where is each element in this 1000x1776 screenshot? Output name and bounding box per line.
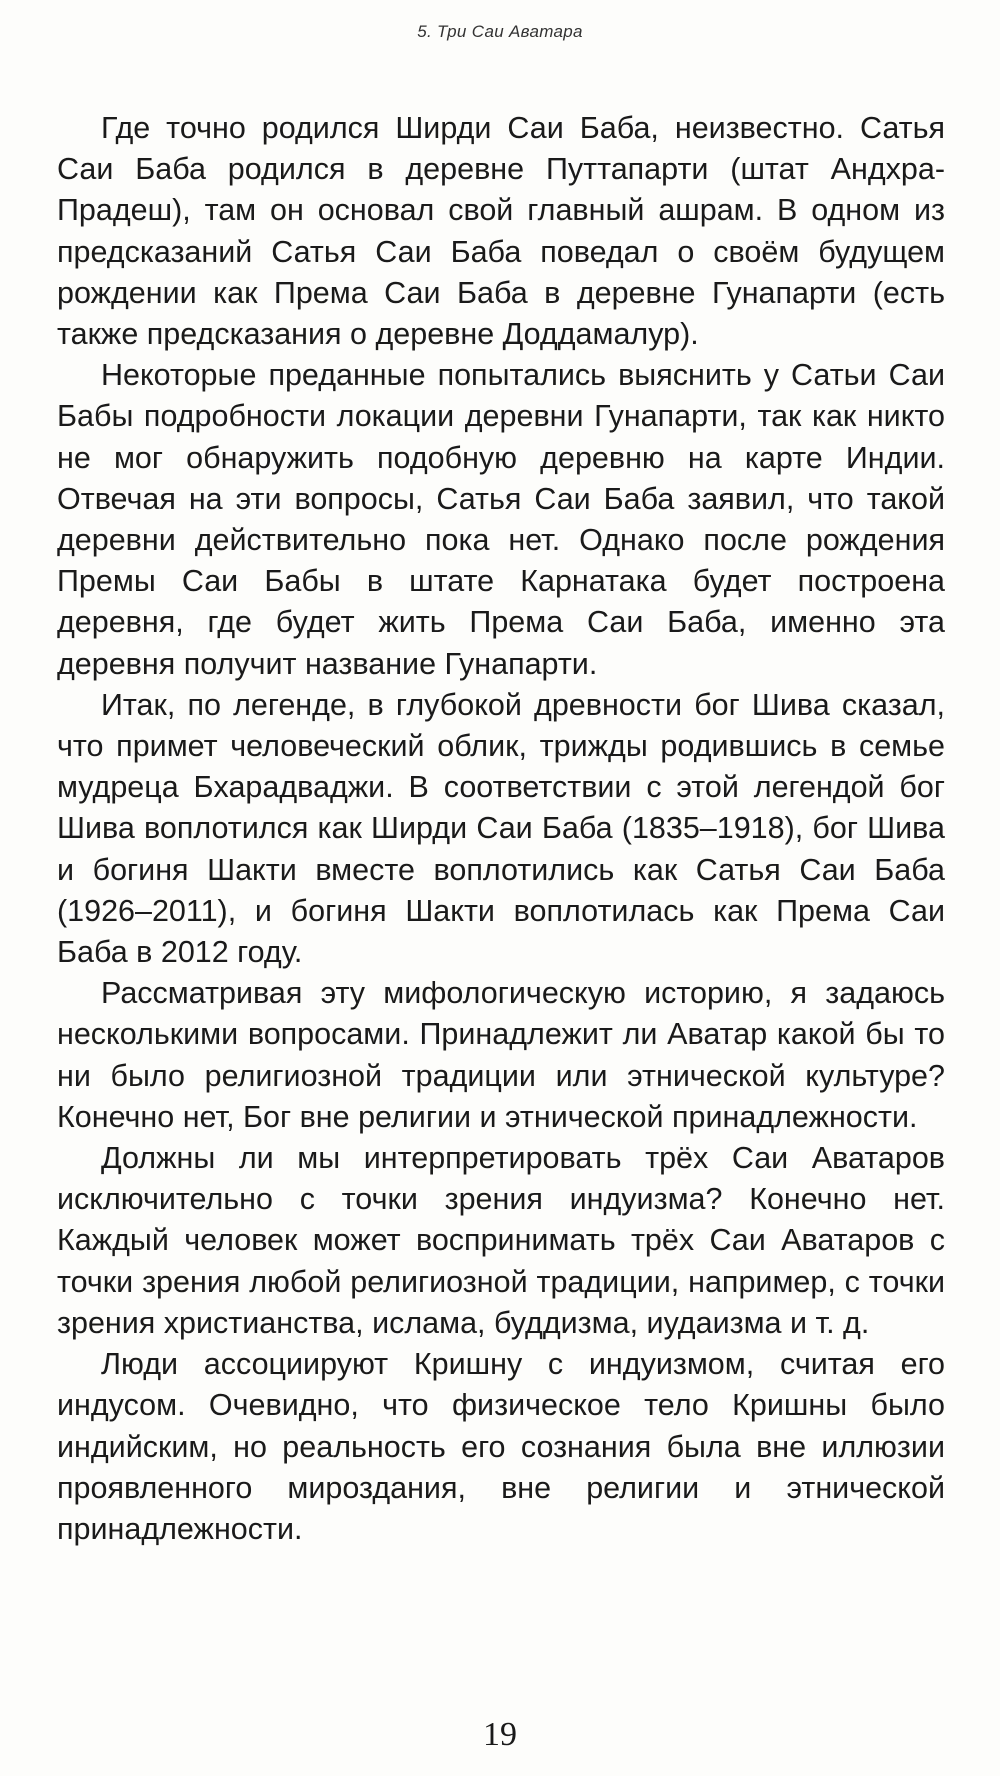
paragraph: Где точно родился Ширди Саи Баба, неизвестно. Сатья Саи Баба родился в деревне Путтапарти (штат Андхра-Прадеш), там он основал свой главный ашрам. В одном из предсказаний Сатья Саи Баба поведал о своём будущем рождении как Према Саи Баба в деревне Гунапарти (есть также предсказания о деревне Доддамалур). — [57, 111, 945, 352]
paragraph: Итак, по легенде, в глубокой древности бог Шива сказал, что примет человеческий облик, трижды родившись в семье мудреца Бхарадваджи. В соответствии с этой легендой бог Шива воплотился как Ширди Саи Баба (1835–1918), бог Шива и богиня Шакти вместе воплотились как Сатья Саи Баба (1926–2011), и богиня Шакти воплотилась как Према Саи Баба в 2012 году. — [57, 687, 945, 970]
body-text — [57, 108, 945, 1550]
page-number: 19 — [483, 1716, 517, 1753]
paragraph: Некоторые преданные попытались выяснить у Сатьи Саи Бабы подробности локации деревни Гунапарти, так как никто не мог обнаружить подобную деревню на карте Индии. Отвечая на эти вопросы, Сатья Саи Баба заявил, что такой деревни действительно пока нет. Однако после рождения Премы Саи Бабы в штате Карнатака будет построена деревня, где будет жить Према Саи Баба, именно эта деревня получит название Гунапарти. — [57, 358, 945, 681]
paragraph: Люди ассоциируют Кришну с индуизмом, считая его индусом. Очевидно, что физическое тело Кришны было индийским, но реальность его сознания была вне иллюзии проявленного мироздания, вне религии и этнической принадлежности. — [57, 1347, 945, 1546]
paragraph: Должны ли мы интерпретировать трёх Саи Аватаров исключительно с точки зрения индуизма? Конечно нет. Каждый человек может воспринимать трёх Саи Аватаров с точки зрения любой религиозной традиции, например, с точки зрения христианства, ислама, буддизма, иудаизма и т. д. — [57, 1141, 945, 1340]
running-header: 5. Три Саи Аватара — [417, 22, 583, 41]
paragraph: Рассматривая эту мифологическую историю, я задаюсь несколькими вопросами. Принадлежит ли Аватар какой бы то ни было религиозной традиции или этнической культуре? Конечно нет, Бог вне религии и этнической принадлежности. — [57, 976, 945, 1134]
